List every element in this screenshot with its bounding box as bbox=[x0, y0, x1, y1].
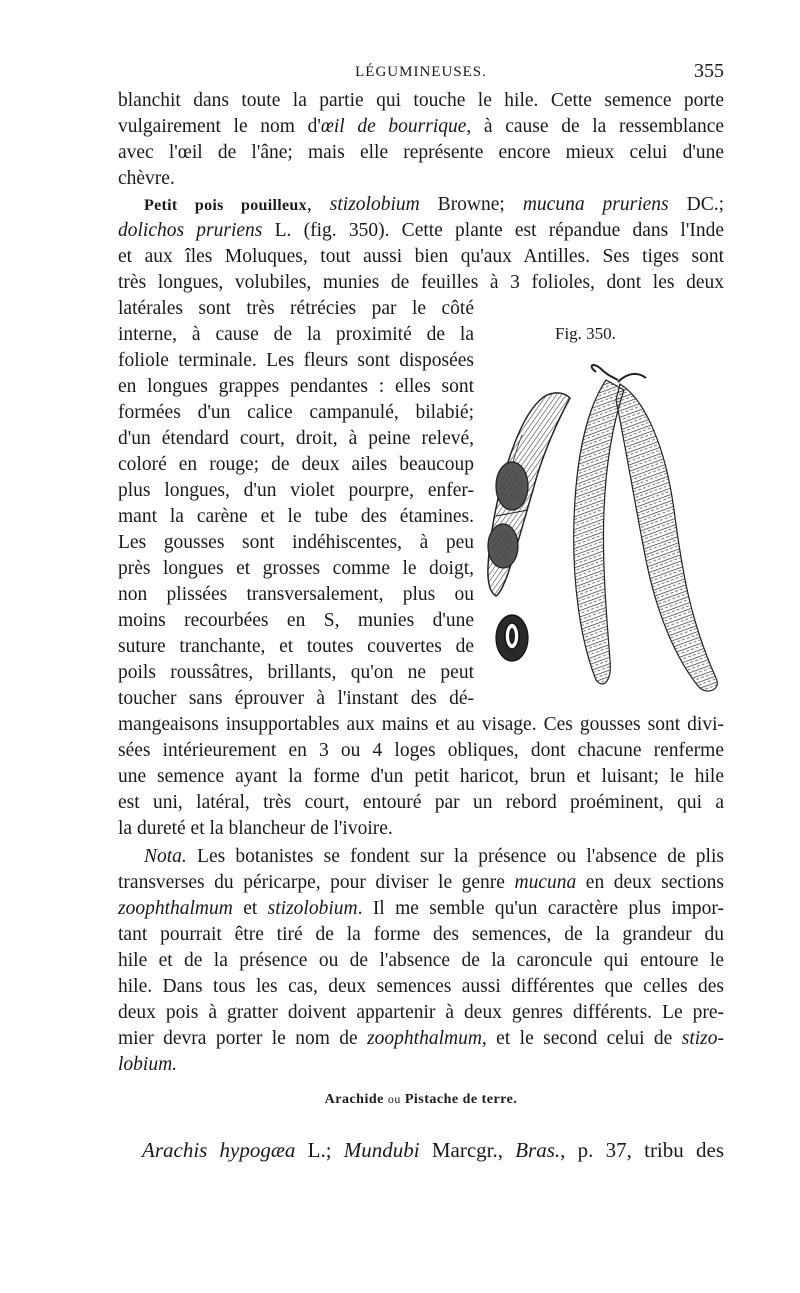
text-line: Petit pois pouilleux, stizolobium Browne; mucuna pruriens DC.; bbox=[144, 194, 725, 215]
text-line: poils roussâtres, brillants, qu'on ne peut bbox=[118, 662, 474, 683]
text-line: mier devra porter le nom de zoophthalmum, et le second celui de stizo- bbox=[118, 1028, 724, 1049]
text-line: zoophthalmum et stizolobium. Il me semble qu'un caractère plus impor- bbox=[118, 898, 724, 919]
text-line: près longues et grosses comme le doigt, bbox=[118, 558, 474, 579]
text-line: latérales sont très rétrécies par le côté bbox=[118, 298, 474, 319]
text-line: suture tranchante, et toutes couvertes de bbox=[118, 636, 474, 657]
text-line: deux pois à gratter doivent appartenir à deux genres différents. Le pre- bbox=[118, 1002, 724, 1023]
text-line: une semence ayant la forme d'un petit haricot, brun et luisant; le hile bbox=[118, 766, 724, 787]
last-text-line: Arachis hypogæa L.; Mundubi Marcgr., Bras., p. 37, tribu des bbox=[142, 1138, 724, 1162]
text-line: mant la carène et le tube des étamines. bbox=[118, 506, 474, 527]
text-line: formées d'un calice campanulé, bilabié; bbox=[118, 402, 474, 423]
text-line: moins recourbées en S, munies d'une bbox=[118, 610, 474, 631]
seed-illustration bbox=[496, 615, 528, 661]
text-line: interne, à cause de la proximité de la bbox=[118, 324, 474, 345]
text-line: non plissées transversalement, plus ou bbox=[118, 584, 474, 605]
section-title: Arachide ou Pistache de terre. bbox=[324, 1092, 518, 1107]
text-line: blanchit dans toute la partie qui touche le hile. Cette semence porte bbox=[118, 90, 724, 111]
mucuna-pod-illustration bbox=[478, 360, 728, 695]
text-line: sées intérieurement en 3 ou 4 loges obliques, dont chacune renferme bbox=[118, 740, 724, 761]
text-line: lobium. bbox=[118, 1054, 178, 1075]
page-number: 355 bbox=[694, 60, 724, 82]
text-line: avec l'œil de l'âne; mais elle représente encore mieux celui d'une bbox=[118, 142, 724, 163]
text-line: foliole terminale. Les fleurs sont disposées bbox=[118, 350, 474, 371]
text-line: tant pourrait être tiré de la forme des semences, de la grandeur du bbox=[118, 924, 724, 945]
text-line: Les gousses sont indéhiscentes, à peu bbox=[118, 532, 474, 553]
text-line: transverses du péricarpe, pour diviser le genre mucuna en deux sections bbox=[118, 872, 724, 893]
text-line: vulgairement le nom d'œil de bourrique, à cause de la ressemblance bbox=[118, 116, 725, 137]
text-line: plus longues, d'un violet pourpre, enfer- bbox=[118, 480, 474, 501]
text-line: est uni, latéral, très court, entouré par un rebord proéminent, qui a bbox=[118, 792, 724, 813]
text-line: chèvre. bbox=[118, 168, 175, 189]
figure-caption: Fig. 350. bbox=[555, 324, 616, 343]
text-line: en longues grappes pendantes : elles sont bbox=[118, 376, 474, 397]
text-line: coloré en rouge; de deux ailes beaucoup bbox=[118, 454, 474, 475]
running-header bbox=[118, 58, 724, 88]
text-line: dolichos pruriens L. (fig. 350). Cette plante est répandue dans l'Inde bbox=[118, 220, 724, 241]
text-line: d'un étendard court, droit, à peine relevé, bbox=[118, 428, 474, 449]
text-line: Nota. Les botanistes se fondent sur la présence ou l'absence de plis bbox=[144, 846, 724, 867]
text-line: très longues, volubiles, munies de feuilles à 3 folioles, dont les deux bbox=[118, 272, 724, 293]
open-pod-section bbox=[488, 393, 570, 596]
text-line: hile. Dans tous les cas, deux semences aussi différentes que celles des bbox=[118, 976, 724, 997]
text-line: et aux îles Moluques, tout aussi bien qu'aux Antilles. Ses tiges sont bbox=[118, 246, 724, 267]
hairy-pods bbox=[574, 365, 718, 691]
text-line: mangeaisons insupportables aux mains et au visage. Ces gousses sont divi- bbox=[118, 714, 724, 735]
text-line: la dureté et la blancheur de l'ivoire. bbox=[118, 818, 393, 839]
text-line: hile et de la présence ou de l'absence de la caroncule qui entoure le bbox=[118, 950, 724, 971]
running-title: LÉGUMINEUSES. bbox=[355, 64, 487, 80]
text-line: toucher sans éprouver à l'instant des dé- bbox=[118, 688, 474, 709]
